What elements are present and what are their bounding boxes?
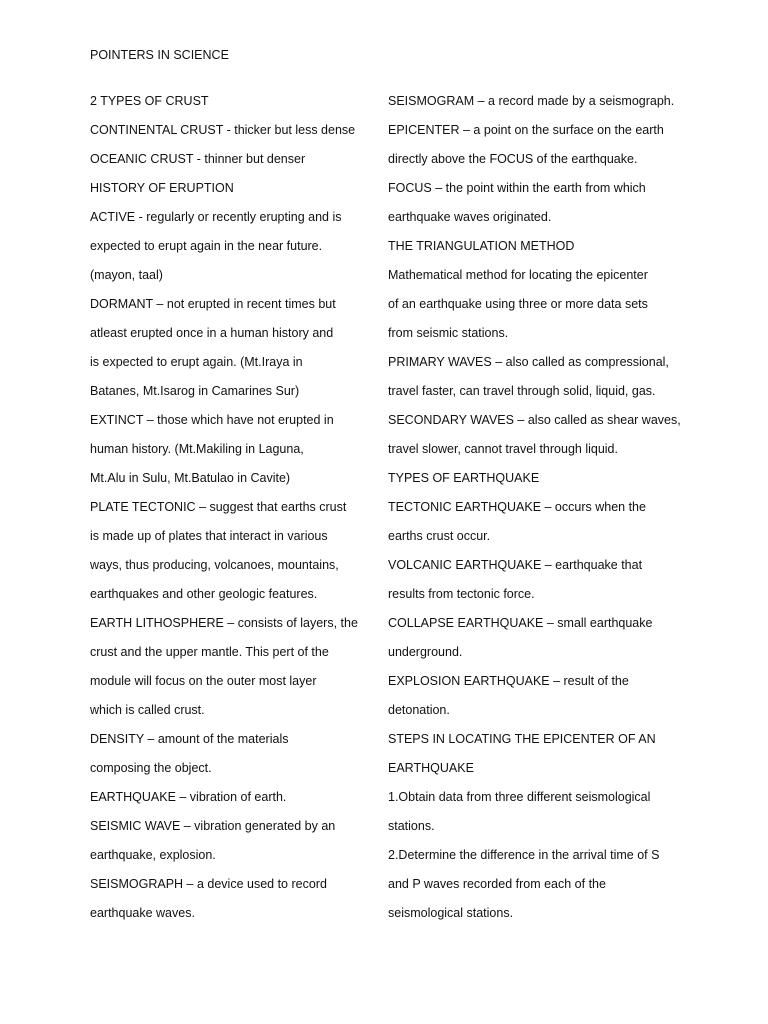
text-line: atleast erupted once in a human history and: [90, 326, 334, 340]
text-line: EARTHQUAKE – vibration of earth.: [90, 790, 287, 804]
text-line: and P waves recorded from each of the: [388, 877, 606, 891]
text-line: stations.: [388, 819, 435, 833]
text-line: travel slower, cannot travel through liquid.: [388, 442, 618, 456]
text-line: results from tectonic force.: [388, 587, 535, 601]
text-line: EXPLOSION EARTHQUAKE – result of the: [388, 674, 629, 688]
text-line: ACTIVE - regularly or recently erupting and is: [90, 210, 342, 224]
text-line: is expected to erupt again. (Mt.Iraya in: [90, 355, 303, 369]
text-line: which is called crust.: [90, 703, 205, 717]
text-line: composing the object.: [90, 761, 212, 775]
text-line: Mathematical method for locating the epicenter: [388, 268, 648, 282]
text-line: COLLAPSE EARTHQUAKE – small earthquake: [388, 616, 653, 630]
text-line: VOLCANIC EARTHQUAKE – earthquake that: [388, 558, 643, 572]
text-line: SEISMOGRAPH – a device used to record: [90, 877, 327, 891]
text-line: SECONDARY WAVES – also called as shear waves,: [388, 413, 681, 427]
text-line: 2.Determine the difference in the arrival time of S: [388, 848, 660, 862]
text-line: detonation.: [388, 703, 450, 717]
text-line: OCEANIC CRUST - thinner but denser: [90, 152, 306, 166]
text-line: STEPS IN LOCATING THE EPICENTER OF AN: [388, 732, 656, 746]
text-line: SEISMIC WAVE – vibration generated by an: [90, 819, 336, 833]
text-line: seismological stations.: [388, 906, 514, 920]
text-line: EARTH LITHOSPHERE – consists of layers, the: [90, 616, 358, 630]
page-title: POINTERS IN SCIENCE: [90, 48, 229, 62]
text-line: is made up of plates that interact in various: [90, 529, 328, 543]
text-line: DORMANT – not erupted in recent times but: [90, 297, 336, 311]
text-line: 1.Obtain data from three different seismological: [388, 790, 651, 804]
text-line: PLATE TECTONIC – suggest that earths crust: [90, 500, 347, 514]
text-line: THE TRIANGULATION METHOD: [388, 239, 575, 253]
text-line: earthquake, explosion.: [90, 848, 216, 862]
text-line: of an earthquake using three or more data sets: [388, 297, 648, 311]
right-column: [388, 93, 728, 934]
text-line: from seismic stations.: [388, 326, 509, 340]
text-line: earthquakes and other geologic features.: [90, 587, 318, 601]
text-line: Batanes, Mt.Isarog in Camarines Sur): [90, 384, 300, 398]
text-line: PRIMARY WAVES – also called as compressional,: [388, 355, 669, 369]
text-line: DENSITY – amount of the materials: [90, 732, 289, 746]
text-line: FOCUS – the point within the earth from which: [388, 181, 646, 195]
text-line: TYPES OF EARTHQUAKE: [388, 471, 540, 485]
text-line: 2 TYPES OF CRUST: [90, 94, 209, 108]
text-line: expected to erupt again in the near future.: [90, 239, 323, 253]
text-line: Mt.Alu in Sulu, Mt.Batulao in Cavite): [90, 471, 291, 485]
text-line: SEISMOGRAM – a record made by a seismograph.: [388, 94, 675, 108]
text-line: earthquake waves originated.: [388, 210, 552, 224]
text-line: crust and the upper mantle. This pert of the: [90, 645, 329, 659]
text-line: travel faster, can travel through solid, liquid, gas.: [388, 384, 656, 398]
text-line: TECTONIC EARTHQUAKE – occurs when the: [388, 500, 646, 514]
text-line: HISTORY OF ERUPTION: [90, 181, 234, 195]
text-line: (mayon, taal): [90, 268, 163, 282]
text-line: CONTINENTAL CRUST - thicker but less dense: [90, 123, 356, 137]
text-line: module will focus on the outer most layer: [90, 674, 317, 688]
text-line: earthquake waves.: [90, 906, 195, 920]
text-line: human history. (Mt.Makiling in Laguna,: [90, 442, 304, 456]
text-line: earths crust occur.: [388, 529, 491, 543]
text-line: EXTINCT – those which have not erupted in: [90, 413, 334, 427]
text-line: underground.: [388, 645, 463, 659]
text-line: EARTHQUAKE: [388, 761, 474, 775]
text-line: EPICENTER – a point on the surface on the earth: [388, 123, 664, 137]
text-line: ways, thus producing, volcanoes, mountains,: [90, 558, 339, 572]
left-column: [90, 93, 380, 934]
text-line: directly above the FOCUS of the earthquake.: [388, 152, 638, 166]
